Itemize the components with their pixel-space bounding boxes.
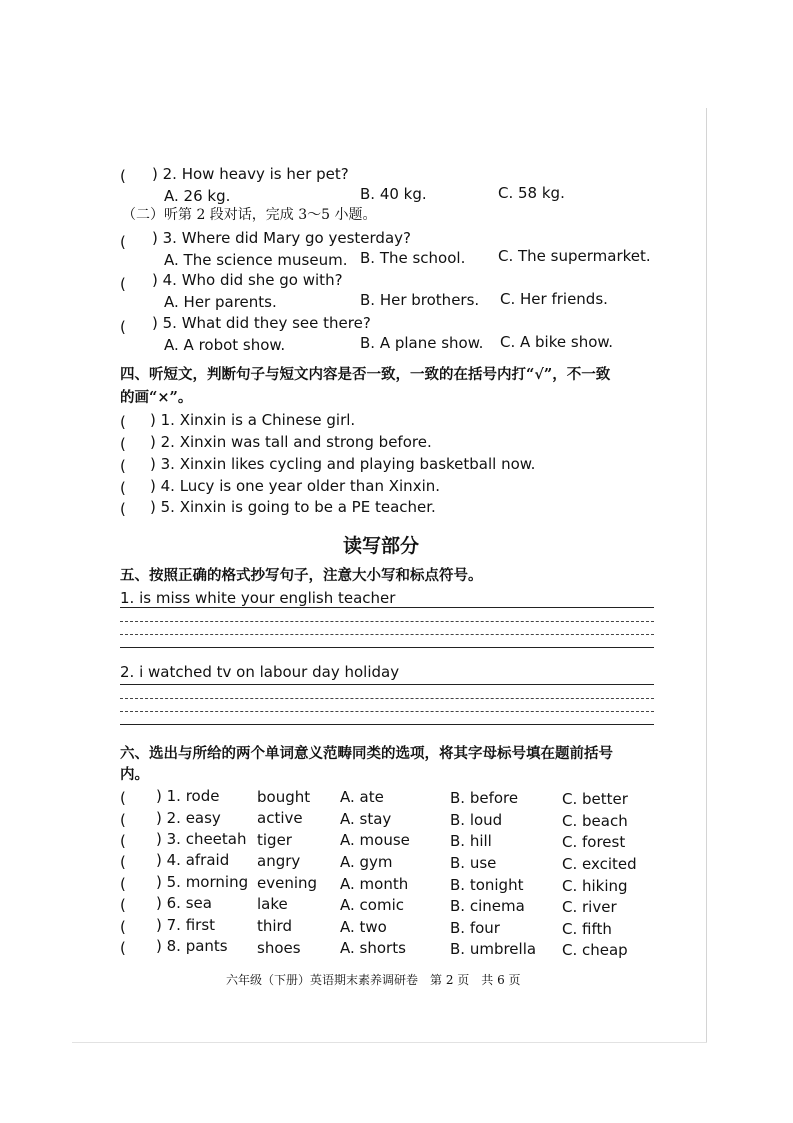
page-right-edge — [706, 108, 707, 1043]
option-a: A. ate — [340, 788, 384, 806]
answer-paren: ( — [120, 789, 126, 807]
answer-paren: ( — [120, 875, 126, 893]
copy-sentence-2: 2. i watched tv on labour day holiday — [120, 663, 400, 681]
statement-1: ) 1. Xinxin is a Chinese girl. — [150, 411, 356, 429]
option-c: C. river — [562, 898, 617, 916]
word-1: ) 3. cheetah — [156, 830, 247, 848]
answer-paren: ( — [120, 853, 126, 871]
statement-5: ) 5. Xinxin is going to be a PE teacher. — [150, 498, 436, 516]
part2-heading: （二）听第 2 段对话，完成 3～5 小题。 — [122, 207, 377, 223]
option-c: C. forest — [562, 833, 626, 851]
answer-paren: ( — [120, 318, 126, 336]
option-c: C. beach — [562, 812, 628, 830]
answer-paren: ( — [120, 435, 126, 453]
answer-paren: ( — [120, 167, 126, 185]
word-2: shoes — [257, 939, 301, 957]
option-b: B. cinema — [450, 897, 525, 915]
option-b: B. A plane show. — [360, 334, 484, 352]
question-text: ) 3. Where did Mary go yesterday? — [152, 229, 411, 247]
option-c: C. better — [562, 790, 628, 808]
section-6-heading-line2: 内。 — [120, 766, 149, 783]
option-a: A. month — [340, 875, 409, 893]
option-b: B. umbrella — [450, 940, 537, 958]
writing-line — [120, 684, 654, 685]
writing-line — [120, 647, 654, 648]
option-a: A. shorts — [340, 939, 406, 957]
writing-line-dashed — [120, 621, 654, 622]
answer-paren: ( — [120, 275, 126, 293]
word-1: ) 5. morning — [156, 873, 249, 891]
word-1: ) 1. rode — [156, 787, 220, 805]
reading-writing-title: 读写部分 — [343, 535, 420, 557]
section-4-heading-line1: 四、听短文，判断句子与短文内容是否一致，一致的在括号内打“√”，不一致 — [120, 366, 611, 383]
option-c: C. fifth — [562, 920, 612, 938]
word-1: ) 2. easy — [156, 809, 221, 827]
option-a: A. two — [340, 918, 387, 936]
option-a: A. gym — [340, 853, 393, 871]
answer-paren: ( — [120, 479, 126, 497]
statement-3: ) 3. Xinxin likes cycling and playing basketball now. — [150, 455, 536, 473]
option-a: A. A robot show. — [164, 336, 286, 354]
word-2: evening — [257, 874, 318, 892]
word-2: third — [257, 917, 292, 935]
section-6-heading-line1: 六、选出与所给的两个单词意义范畴同类的选项，将其字母标号填在题前括号 — [120, 745, 613, 762]
option-c: C. hiking — [562, 877, 628, 895]
word-1: ) 7. first — [156, 916, 216, 934]
option-b: B. tonight — [450, 876, 524, 894]
writing-line-dashed — [120, 634, 654, 635]
option-b: B. use — [450, 854, 497, 872]
section-4-heading-line2: 的画“×”。 — [120, 389, 193, 406]
writing-line-dashed — [120, 698, 654, 699]
word-2: angry — [257, 852, 301, 870]
word-1: ) 6. sea — [156, 894, 212, 912]
option-a: A. mouse — [340, 831, 410, 849]
statement-4: ) 4. Lucy is one year older than Xinxin. — [150, 477, 441, 495]
question-text: ) 2. How heavy is her pet? — [152, 165, 349, 183]
writing-line-dashed — [120, 711, 654, 712]
writing-line — [120, 724, 654, 725]
writing-line — [120, 607, 654, 608]
option-b: B. loud — [450, 811, 503, 829]
word-2: active — [257, 809, 303, 827]
statement-2: ) 2. Xinxin was tall and strong before. — [150, 433, 432, 451]
option-c: C. 58 kg. — [498, 184, 565, 202]
option-a: A. 26 kg. — [164, 187, 231, 205]
option-c: C. Her friends. — [500, 290, 608, 308]
option-c: C. A bike show. — [500, 333, 614, 351]
answer-paren: ( — [120, 413, 126, 431]
answer-paren: ( — [120, 500, 126, 518]
answer-paren: ( — [120, 939, 126, 957]
option-c: C. excited — [562, 855, 637, 873]
option-a: A. comic — [340, 896, 404, 914]
answer-paren: ( — [120, 896, 126, 914]
page-footer: 六年级（下册）英语期末素养调研卷 第 2 页 共 6 页 — [226, 973, 521, 987]
option-a: A. stay — [340, 810, 392, 828]
option-b: B. Her brothers. — [360, 291, 480, 309]
answer-paren: ( — [120, 832, 126, 850]
question-text: ) 4. Who did she go with? — [152, 271, 343, 289]
option-b: B. four — [450, 919, 500, 937]
option-b: B. 40 kg. — [360, 185, 427, 203]
option-a: A. Her parents. — [164, 293, 277, 311]
word-1: ) 8. pants — [156, 937, 228, 955]
word-1: ) 4. afraid — [156, 851, 230, 869]
option-b: B. hill — [450, 832, 492, 850]
answer-paren: ( — [120, 811, 126, 829]
option-b: B. The school. — [360, 249, 466, 267]
option-b: B. before — [450, 789, 519, 807]
option-c: C. cheap — [562, 941, 628, 959]
section-5-heading: 五、按照正确的格式抄写句子，注意大小写和标点符号。 — [120, 567, 483, 584]
word-2: bought — [257, 788, 311, 806]
question-text: ) 5. What did they see there? — [152, 314, 371, 332]
word-2: tiger — [257, 831, 292, 849]
word-2: lake — [257, 895, 288, 913]
copy-sentence-1: 1. is miss white your english teacher — [120, 589, 396, 607]
answer-paren: ( — [120, 457, 126, 475]
answer-paren: ( — [120, 918, 126, 936]
option-c: C. The supermarket. — [498, 247, 651, 265]
option-a: A. The science museum. — [164, 251, 348, 269]
answer-paren: ( — [120, 233, 126, 251]
page-bottom-edge — [72, 1042, 707, 1043]
